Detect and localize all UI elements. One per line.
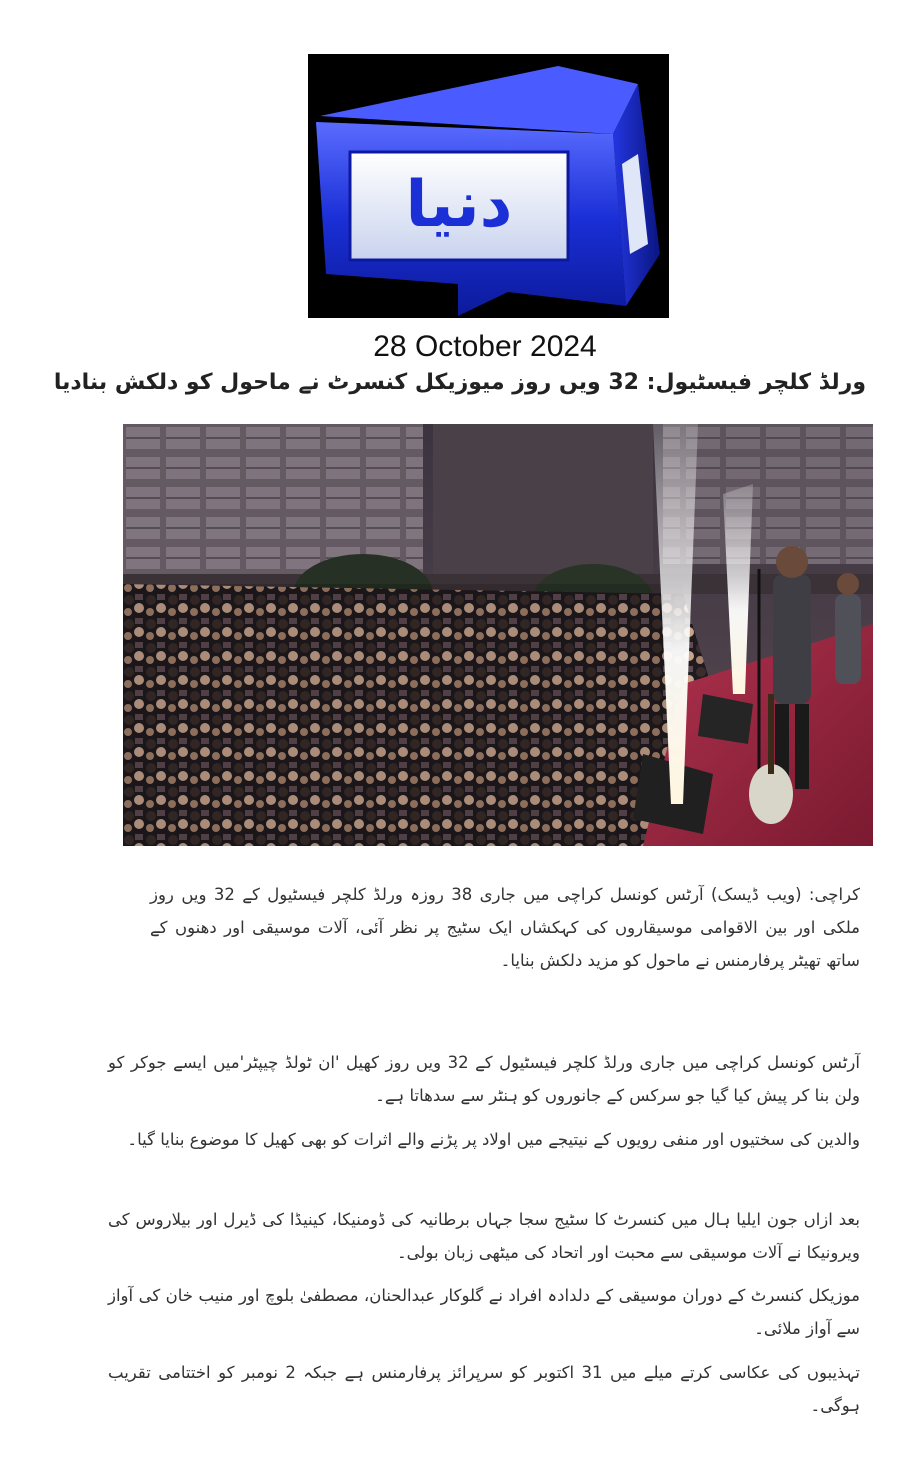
article-headline: ورلڈ کلچر فیسٹیول: 32 ویں روز میوزیکل کنسرٹ نے ماحول کو دلکش بنادیا xyxy=(53,370,866,395)
article-paragraph-intro: کراچی: (ویب ڈیسک) آرٹس کونسل کراچی میں جاری 38 روزہ ورلڈ کلچر فیسٹیول کے 32 ویں روز ملکی اور بین الاقوامی موسیقاروں کی کہکشاں ایک سٹیج پر نظر آئی، آلات موسیقی اور دھنوں کے ساتھ تھیٹر پرفارمنس نے ماحول کو مزید دلکش بنایا۔ xyxy=(150,885,860,970)
article-paragraph: تہذیبوں کی عکاسی کرتے میلے میں 31 اکتوبر کو سرپرائز پرفارمنس ہے جبکہ 2 نومبر کو اختتامی تقریب ہوگی۔ xyxy=(108,1363,860,1415)
article-date: 28 October 2024 xyxy=(373,330,597,363)
concert-crowd-photo xyxy=(123,424,873,846)
photo-illustration xyxy=(123,424,873,846)
dunya-news-logo xyxy=(308,54,669,318)
article-paragraph: آرٹس کونسل کراچی میں جاری ورلڈ کلچر فیسٹیول کے 32 ویں روز کھیل 'ان ٹولڈ چیپٹر'میں ایسے جوکر کو ولن بنا کر پیش کیا گیا جو سرکس کے جانوروں کو ہنٹر سے سدھاتا ہے۔ xyxy=(108,1053,860,1105)
article-paragraph: والدین کی سختیوں اور منفی رویوں کے نیتیجے میں اولاد پر پڑنے والے اثرات کو بھی کھیل کا موضوع بنایا گیا۔ xyxy=(127,1130,860,1149)
dunya-logo-graphic xyxy=(308,54,669,318)
logo-text: دنیا xyxy=(405,168,513,242)
article-paragraph: موزیکل کنسرٹ کے دوران موسیقی کے دلدادہ افراد نے گلوکار عبدالحنان، مصطفیٰ بلوچ اور منیب خان کی آواز سے آواز ملائی۔ xyxy=(108,1286,860,1338)
article-paragraph: بعد ازاں جون ایلیا ہال میں کنسرٹ کا سٹیج سجا جہاں برطانیہ کی ڈومنیکا، کینیڈا کی ڈیرل اور بیلاروس کی ویرونیکا نے آلات موسیقی سے محبت اور اتحاد کی میٹھی زبان بولی۔ xyxy=(108,1210,860,1262)
